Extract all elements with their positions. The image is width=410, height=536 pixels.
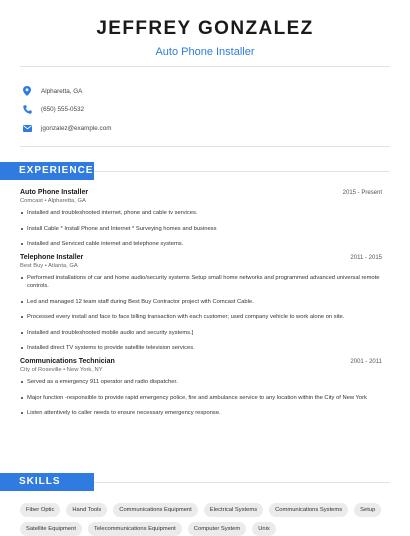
job-bullet: Processed every install and face to face billing transaction with each customer; used company vehicle to work alone on site.	[20, 313, 382, 321]
skill-chip: Electrical Systems	[204, 503, 263, 517]
job-title: Telephone Installer	[20, 254, 84, 261]
experience-section-header: EXPERIENCE	[0, 162, 94, 180]
job-bullet: Listen attentively to caller needs to ensure necessary emergency response.	[20, 409, 382, 417]
job-entry	[20, 189, 382, 248]
envelope-icon	[22, 123, 32, 133]
skills-section-header: SKILLS	[0, 473, 94, 491]
candidate-title: Auto Phone Installer	[155, 46, 255, 58]
header-divider	[20, 66, 390, 67]
skill-chip: Setup	[354, 503, 381, 517]
skill-chip: Computer System	[188, 522, 246, 536]
contact-location	[20, 82, 390, 101]
skill-chip: Telecommunications Equipment	[88, 522, 182, 536]
job-title: Auto Phone Installer	[20, 189, 89, 196]
experience-list	[20, 189, 382, 417]
candidate-name: JEFFREY GONZALEZ	[96, 18, 314, 39]
job-bullet: Major function -responsible to provide rapid emergency police, fire and ambulance service to any location within the City of New York	[20, 394, 382, 402]
skill-chip: Communications Equipment	[113, 503, 198, 517]
job-bullet: Installed and troubleshooted internet, phone and cable tv services.	[20, 209, 382, 217]
job-bullet: Installed direct TV systems to provide satellite television services.	[20, 344, 382, 352]
job-bullet: Installed and Serviced cable internet and telephone systems.	[20, 240, 382, 248]
job-bullet: Led and managed 12 team staff during Best Buy Contractor project with Comcast Cable.	[20, 298, 382, 306]
location-text: Alpharetta, GA	[41, 87, 83, 95]
resume-header	[0, 0, 410, 58]
job-bullet: Installed and troubleshooted mobile audio and security systems.]	[20, 329, 382, 337]
job-bullet: Served as a emergency 911 operator and radio dispatcher.	[20, 378, 382, 386]
job-bullet: Install Cable * Install Phone and Internet * Surveying homes and business	[20, 225, 382, 233]
job-bullet: Performed installations of car and home audio/security systems Setup small home networks and programmed advanced universal remote controls.	[20, 274, 382, 290]
skill-chip: Unix	[252, 522, 276, 536]
job-company: Comcast • Alpharetta, GA	[20, 198, 86, 204]
skill-chip: Hand Tools	[66, 503, 107, 517]
phone-icon	[22, 105, 32, 115]
job-dates: 2011 - 2015	[350, 255, 382, 261]
skill-chip: Communications Systems	[269, 503, 348, 517]
experience-section-line	[94, 171, 390, 172]
job-title: Communications Technician	[20, 358, 115, 365]
job-dates: 2015 - Present	[342, 190, 382, 196]
email-link[interactable]: jgonzalez@example.com	[41, 124, 112, 132]
contact-list	[20, 82, 390, 138]
skill-chip: Satellite Equipment	[20, 522, 82, 536]
phone-text: (650) 555-0532	[41, 106, 85, 114]
contact-divider	[20, 146, 390, 147]
job-company: City of Roseville • New York, NY	[20, 367, 103, 373]
job-entry	[20, 358, 382, 417]
map-pin-icon	[22, 86, 32, 96]
skills-list	[20, 503, 390, 536]
job-company: Best Buy • Atlanta, GA	[20, 263, 78, 269]
skills-section-line	[94, 482, 390, 483]
skill-chip: Fiber Optic	[20, 503, 60, 517]
job-entry	[20, 254, 382, 352]
contact-email	[20, 119, 390, 138]
job-dates: 2001 - 2011	[350, 359, 382, 365]
contact-phone	[20, 101, 390, 120]
